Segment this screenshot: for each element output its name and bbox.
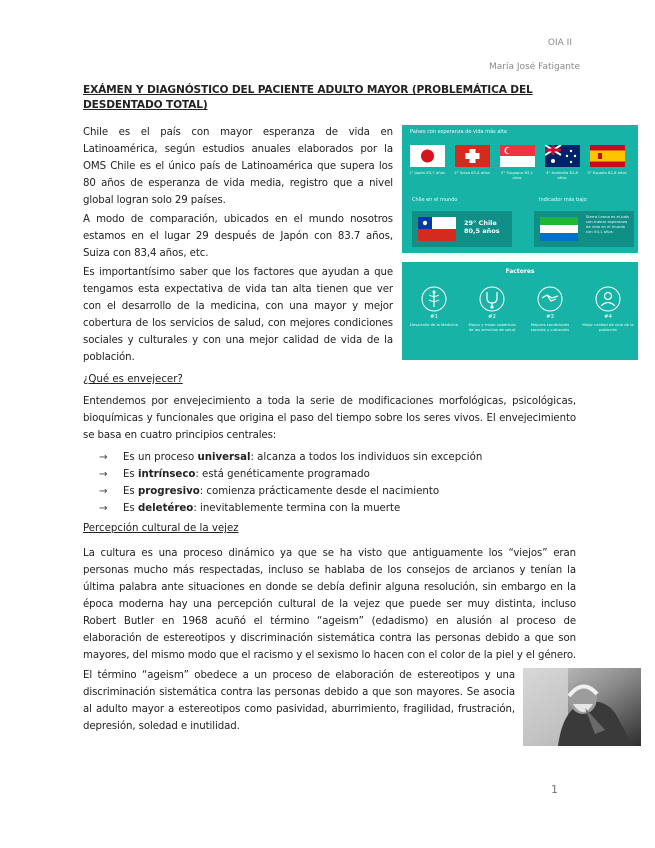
- sierra-leone-box: [534, 211, 634, 247]
- factor-item: [408, 286, 460, 327]
- factor-number: #3: [545, 314, 555, 320]
- intro-paragraph-2: A modo de comparación, ubicados en el mundo nosotros estamos en el lugar 29 después de Japón con 83.7 años, Suiza con 83,4 años, etc.: [83, 214, 393, 259]
- arrow-right-icon: →: [99, 503, 108, 514]
- arrow-right-icon: →: [99, 469, 108, 480]
- infographic-heading: Países con esperanza de vida más alta: [410, 129, 507, 135]
- list-item: → Es progresivo: comienza prácticamente desde el nacimiento: [99, 483, 439, 500]
- country-label: 2° Suiza 83,4 años: [454, 170, 490, 175]
- factor-label: Mayor y mejor cobertura de los servicios de salud: [468, 322, 516, 332]
- switzerland-flag-icon: [455, 145, 490, 167]
- elderly-man-photo: [523, 668, 641, 746]
- sierra-leone-text: Sierra Leona es el país con menor esperanza de vida en el mundo con 50,1 años: [586, 214, 629, 234]
- section-heading-culture: Percepción cultural de la vejez: [83, 523, 239, 534]
- arrow-right-icon: →: [99, 452, 108, 463]
- factor-item: [582, 286, 634, 332]
- factor-number: #2: [487, 314, 497, 320]
- handshake-icon: [537, 286, 563, 312]
- low-indicator-heading: Indicador más bajo: [539, 197, 587, 203]
- country-label: 3° Singapur 83,1 años: [500, 170, 534, 180]
- chile-rank-text: [464, 219, 500, 235]
- stethoscope-icon: [479, 286, 505, 312]
- factor-label: Desarrollo de la Medicina: [410, 322, 458, 327]
- list-item: → Es intrínseco: está genéticamente programado: [99, 466, 370, 483]
- singapore-flag-icon: [500, 145, 535, 167]
- factor-item: [466, 286, 518, 332]
- culture-paragraph-2: El término “ageism” obedece a un proceso de elaboración de estereotipos y una discriminación sistemática contra las personas debido a que son mayores. Se asocia al adulto mayor a estereotipos como pasividad, aburrimiento, fragilidad, frustración, depresión, soledad e inutilidad.: [83, 670, 515, 732]
- factor-item: [524, 286, 576, 332]
- page-number: 1: [551, 783, 558, 796]
- list-item: → Es un proceso universal: alcanza a todos los individuos sin excepción: [99, 449, 482, 466]
- header-code: OIA II: [547, 38, 572, 48]
- factors-heading: Factores: [505, 268, 535, 275]
- chile-flag-icon: [418, 217, 456, 241]
- chile-years: 80,5 años: [464, 227, 500, 235]
- japan-flag-icon: [410, 145, 445, 167]
- sierra-leone-flag-icon: [540, 217, 578, 241]
- factor-number: #4: [603, 314, 613, 320]
- aging-paragraph: Entendemos por envejecimiento a toda la serie de modificaciones morfológicas, psicológicas, bioquímicas y funcionales que origina el paso del tiempo sobre los seres vivos. El envejecimiento se basa en cuatro principios centrales:: [83, 396, 576, 441]
- chile-rank-box: [412, 211, 512, 247]
- arrow-right-icon: →: [99, 486, 108, 497]
- country-label: 1° Japón 83,7 años: [408, 170, 445, 175]
- australia-flag-icon: [545, 145, 580, 167]
- intro-paragraph-3: Es importantísimo saber que los factores que ayudan a que tengamos esta expectativa de vida tan alta tienen que ver con el desarrollo de la medicina, con una mayor y mejor cobertura de los servicios de salud, con mejores condiciones sociales y culturales y con una mejor calidad de vida de la población.: [83, 267, 393, 363]
- intro-paragraph-1: Chile es el país con mayor esperanza de vida en Latinoamérica, según estudios anuales elaborados por la OMS Chile es el único país de Latinoamérica que supera los 80 años de esperanza de vida media, registro que a nivel global logran solo 29 países.: [83, 127, 393, 206]
- country-label: 4° Australia 82,8 años: [546, 170, 578, 180]
- country-label: 5° España 82,8 años: [587, 170, 627, 175]
- chile-rank: 29° Chile: [464, 219, 497, 227]
- spain-flag-icon: [590, 145, 625, 167]
- list-item: → Es deletéreo: inevitablemente termina con la muerte: [99, 500, 400, 517]
- culture-paragraph-1: La cultura es una proceso dinámico ya que se ha visto que antiguamente los “viejos” eran personas mucho más respectadas, incluso se hablaba de los consejos de arcianos y tenían la última palabra ante situaciones en donde se debía definir alguna resolución, sin embargo en la época moderna hay una percepción cultural de la vejez que puede ser muy distinta, incluso Robert Butler en 1968 acuñó el término “ageism” (edadismo) en alusión al proceso de elaboración de estereotipos y discriminación sistemática contra las personas debido a que son mayores, del mismo modo que el racismo y el sexismo lo hacen con el color de la piel y el género.: [83, 548, 576, 661]
- life-expectancy-infographic: [402, 125, 638, 253]
- factor-number: #1: [429, 314, 439, 320]
- factor-label: Mejores condiciones sociales y culturales: [530, 322, 570, 332]
- medicine-icon: [421, 286, 447, 312]
- factors-infographic: [402, 262, 638, 360]
- header-author: María José Fatigante: [489, 62, 580, 72]
- document-title: EXÁMEN Y DIAGNÓSTICO DEL PACIENTE ADULTO MAYOR (PROBLEMÁTICA DEL DESDENTADO TOTAL): [83, 84, 533, 111]
- factor-label: Mejor calidad de vida de la población: [582, 322, 634, 332]
- people-icon: [595, 286, 621, 312]
- chile-heading: Chile en el mundo: [412, 197, 458, 203]
- section-heading-aging: ¿Qué es envejecer?: [83, 374, 183, 385]
